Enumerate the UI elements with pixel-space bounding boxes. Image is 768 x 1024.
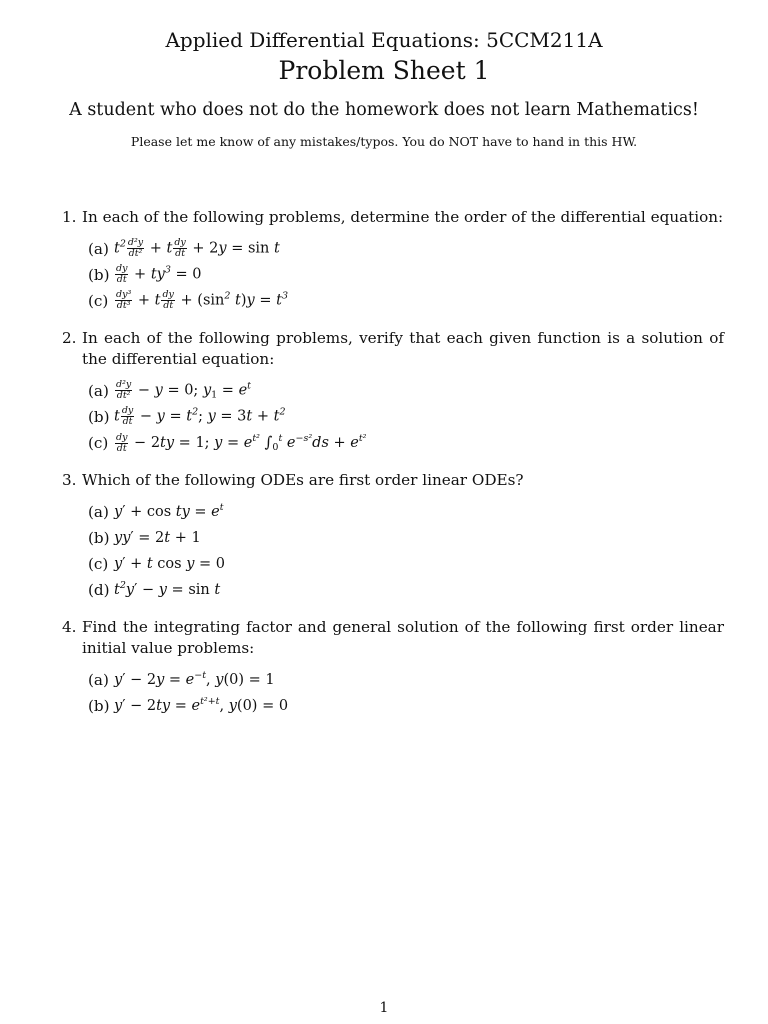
math-variable: y: [186, 555, 195, 572]
math-text: + (sin: [175, 292, 225, 309]
math-variable: y: [218, 240, 227, 257]
fraction-denominator: dt²: [116, 390, 131, 402]
math-variable: t: [274, 240, 280, 257]
superscript: t²: [252, 433, 260, 444]
problem-part: [88, 525, 724, 551]
math-text: = 0: [194, 555, 226, 572]
problem-number: 3.: [62, 471, 77, 489]
fraction: [115, 433, 128, 454]
motto: A student who does not do the homework does not learn Mathematics!: [69, 100, 699, 120]
math-variable: t: [114, 408, 120, 425]
part-label: (b): [88, 407, 110, 426]
math-variable: e: [350, 435, 359, 451]
math-text: ′ = 2: [130, 529, 165, 546]
math-variable: y: [158, 581, 167, 598]
math-variable: t: [114, 581, 120, 598]
fraction-denominator: dt: [116, 442, 127, 454]
part-label: (b): [88, 528, 110, 547]
fraction-numerator: dy: [162, 289, 174, 301]
part-equation: [114, 406, 285, 428]
part-equation: [114, 502, 224, 523]
problem-number: 2.: [62, 329, 77, 347]
fraction-numerator: d²y: [127, 237, 144, 249]
problem-item: [62, 470, 724, 611]
fraction-numerator: dy: [116, 263, 128, 275]
problem-part: [88, 693, 724, 719]
fraction-denominator: dt²: [128, 248, 143, 260]
math-variable: ty: [175, 503, 190, 520]
fraction-numerator: dy³: [116, 289, 132, 301]
fraction-numerator: dy: [116, 431, 128, 443]
math-text: +: [129, 266, 151, 283]
math-text: −: [133, 382, 155, 399]
math-variable: yy: [114, 529, 131, 546]
fraction: [161, 290, 174, 311]
math-variable: t: [273, 408, 280, 425]
course-title: Applied Differential Equations: 5CCM211A: [165, 28, 603, 52]
subscript: 0: [272, 442, 279, 453]
problem-text: Find the integrating factor and general solution of the following first order linear initial value problems:: [82, 618, 724, 657]
math-text: = 1;: [174, 435, 215, 451]
math-text: ,: [219, 697, 229, 714]
problem-part: [88, 667, 724, 693]
superscript: −t: [194, 669, 207, 681]
problem-parts: [88, 378, 724, 456]
part-equation: [114, 290, 288, 312]
math-text: −: [135, 408, 157, 425]
part-equation: [114, 264, 202, 286]
math-text: ;: [198, 408, 208, 425]
math-text: =: [170, 697, 192, 714]
part-equation: [114, 380, 251, 402]
math-text: +: [133, 292, 155, 309]
part-label: (c): [88, 433, 109, 452]
part-label: (a): [88, 670, 109, 689]
math-text: + 1: [170, 529, 201, 546]
math-text: + 2: [187, 240, 219, 257]
integral-sign: ∫: [264, 433, 273, 451]
fraction: [173, 238, 186, 259]
superscript: 2: [192, 406, 199, 418]
part-equation: [114, 670, 275, 691]
math-text: (0) = 0: [236, 697, 289, 714]
math-text: = 0;: [162, 382, 203, 399]
math-variable: y: [114, 697, 123, 714]
superscript: t: [219, 501, 224, 513]
problem-parts: [88, 499, 724, 603]
superscript: t²: [358, 433, 367, 444]
math-variable: e: [286, 435, 296, 451]
problem-body: [82, 328, 724, 464]
part-label: (a): [88, 381, 109, 400]
fraction-denominator: dt: [116, 274, 127, 286]
math-variable: y: [246, 292, 255, 309]
math-variable: t: [186, 408, 193, 425]
math-variable: e: [185, 671, 195, 688]
part-equation: [114, 696, 288, 717]
part-label: (b): [88, 265, 110, 284]
fraction-numerator: d²y: [116, 379, 132, 391]
fraction-denominator: dt: [175, 248, 186, 260]
problem-item: [62, 617, 724, 727]
math-variable: y: [214, 435, 223, 451]
fraction-numerator: dy: [121, 405, 134, 417]
math-text: = sin: [166, 581, 215, 598]
superscript: t²+t: [200, 695, 220, 707]
math-variable: t: [166, 240, 173, 257]
math-variable: t: [114, 240, 120, 257]
part-label: (d): [88, 580, 110, 599]
math-text: ): [240, 292, 247, 309]
math-variable: t: [235, 292, 241, 309]
math-variable: t: [246, 408, 253, 425]
math-text: (0) = 1: [223, 671, 275, 688]
problem-text: In each of the following problems, determine the order of the differential equation:: [82, 208, 724, 226]
problem-part: [88, 262, 724, 288]
problem-part: [88, 378, 724, 404]
subscript: 1: [211, 389, 218, 401]
math-text: =: [254, 292, 277, 309]
math-text: cos: [152, 555, 187, 572]
math-text: ,: [206, 671, 216, 688]
math-text: = sin: [226, 240, 274, 257]
math-variable: y: [125, 581, 135, 598]
instructions-note: Please let me know of any mistakes/typos. You do NOT have to hand in this HW.: [130, 134, 638, 149]
superscript: 2: [119, 579, 126, 591]
math-text: ′ − 2: [122, 671, 157, 688]
fraction: [127, 238, 144, 259]
problem-part: [88, 577, 724, 603]
fraction-denominator: dt: [122, 416, 133, 428]
math-text: =: [164, 408, 187, 425]
math-text: +: [328, 435, 351, 451]
math-variable: e: [191, 697, 201, 714]
math-variable: t: [146, 555, 153, 572]
fraction-denominator: dt: [163, 300, 174, 312]
problem-number: 1.: [62, 208, 77, 226]
math-variable: y: [114, 503, 123, 520]
math-variable: y: [215, 671, 224, 688]
math-text: +: [252, 408, 274, 425]
math-text: ′ − 2: [122, 697, 157, 714]
math-text: =: [164, 671, 186, 688]
part-equation: [114, 580, 220, 601]
math-variable: t: [276, 292, 282, 309]
part-label: (a): [88, 502, 109, 521]
math-variable: e: [211, 503, 220, 520]
math-text: ′ −: [134, 581, 159, 598]
part-label: (a): [88, 239, 109, 258]
part-label: (b): [88, 696, 110, 715]
math-variable: t: [164, 529, 171, 546]
problem-list: [62, 207, 724, 733]
superscript: 2: [119, 238, 126, 250]
problem-item: [62, 328, 724, 464]
superscript: 3: [164, 264, 171, 276]
math-variable: ty: [156, 697, 171, 714]
superscript: 3: [281, 290, 288, 302]
math-variable: e: [243, 435, 253, 451]
problem-part: [88, 236, 724, 262]
math-variable: y: [156, 408, 165, 425]
problem-item: [62, 207, 724, 322]
fraction: [115, 264, 128, 285]
math-text: ′ +: [122, 555, 147, 572]
superscript: −s²: [295, 433, 313, 444]
part-label: (c): [88, 554, 109, 573]
math-variable: t: [214, 581, 221, 598]
problem-text: Which of the following ODEs are first order linear ODEs?: [82, 471, 524, 489]
math-variable: ty: [160, 435, 175, 451]
problem-text: In each of the following problems, verify that each given function is a solution of the differential equation:: [82, 329, 724, 368]
math-text: = 0: [170, 266, 202, 283]
part-equation: [114, 528, 201, 549]
problem-part: [88, 551, 724, 577]
math-text: ′ + cos: [122, 503, 176, 520]
fraction: [115, 380, 132, 401]
sheet-title: Problem Sheet 1: [278, 56, 490, 85]
fraction-denominator: dt³: [116, 300, 131, 312]
math-variable: y: [154, 382, 163, 399]
math-variable: e: [238, 382, 248, 399]
part-equation: [114, 238, 280, 260]
problem-body: [82, 617, 724, 727]
math-text: =: [217, 382, 239, 399]
math-variable: t: [154, 292, 161, 309]
problem-number: 4.: [62, 618, 77, 636]
math-variable: y: [156, 671, 165, 688]
math-variable: y: [228, 697, 237, 714]
problem-part: [88, 499, 724, 525]
problem-part: [88, 404, 724, 430]
problem-body: [82, 207, 724, 322]
math-text: =: [222, 435, 244, 451]
superscript: 2: [224, 290, 231, 302]
superscript: t: [278, 433, 283, 444]
part-equation: [114, 554, 225, 575]
math-variable: y: [202, 382, 212, 399]
part-label: (c): [88, 291, 109, 310]
math-text: − 2: [129, 435, 161, 451]
math-variable: y: [114, 555, 123, 572]
math-text: =: [189, 503, 212, 520]
fraction-numerator: dy: [174, 237, 186, 249]
problem-body: [82, 470, 724, 611]
math-variable: y: [114, 671, 123, 688]
problem-parts: [88, 667, 724, 719]
math-variable: ty: [150, 266, 165, 283]
superscript: 2: [279, 406, 286, 418]
page-number: 1: [379, 1000, 389, 1016]
superscript: t: [247, 380, 251, 392]
part-equation: [114, 432, 367, 454]
math-text: +: [145, 240, 167, 257]
math-text: = 3: [215, 408, 247, 425]
problem-part: [88, 430, 724, 456]
fraction: [115, 290, 132, 311]
document-header: [0, 26, 768, 149]
math-variable: ds: [312, 435, 329, 451]
fraction: [121, 406, 134, 427]
math-variable: y: [207, 408, 216, 425]
problem-parts: [88, 236, 724, 314]
problem-part: [88, 288, 724, 314]
